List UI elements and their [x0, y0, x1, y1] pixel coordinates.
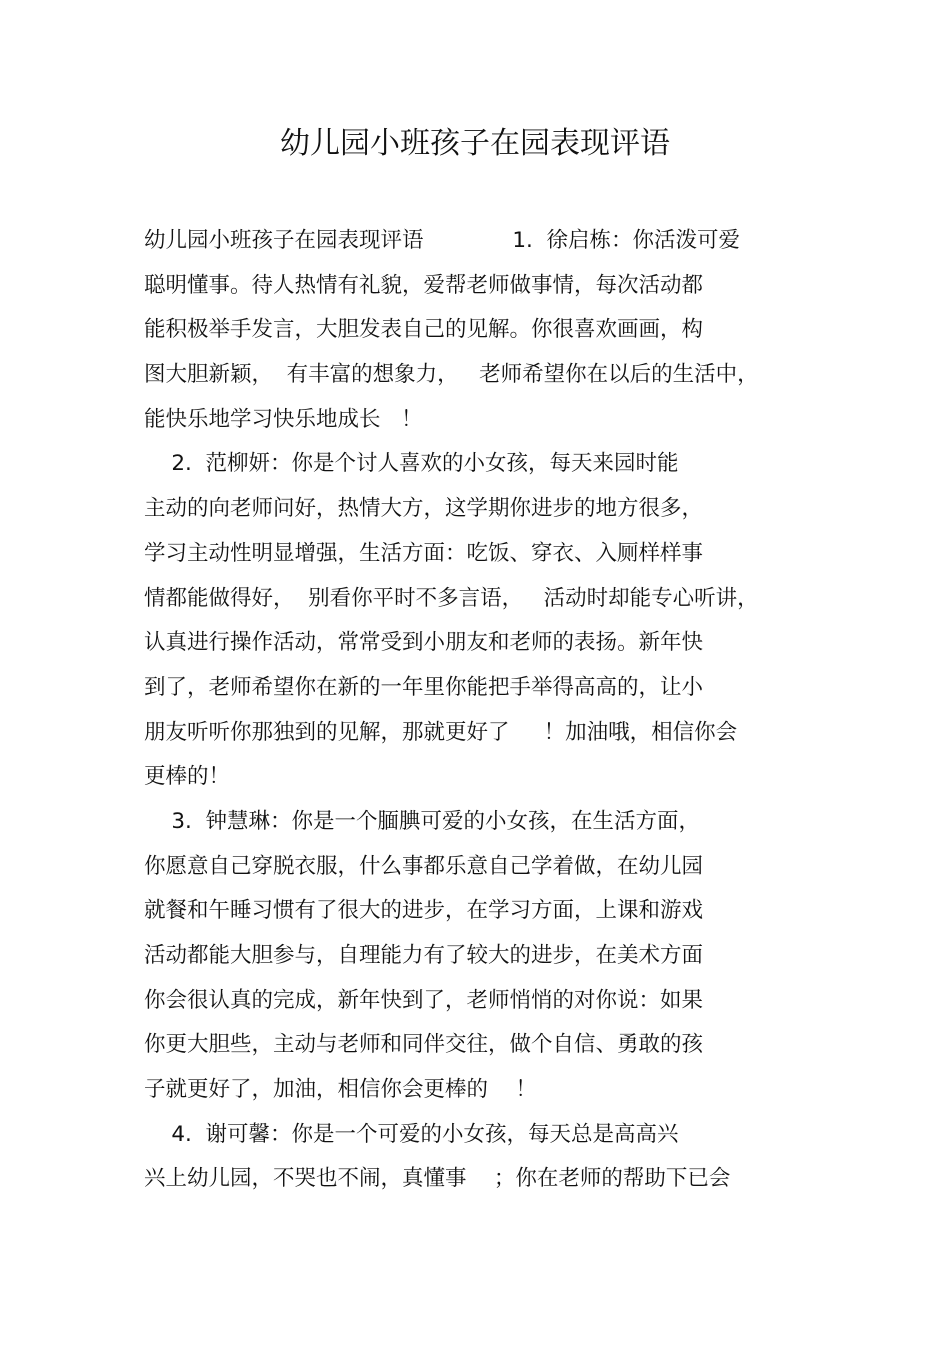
text-line: 4. 谢可馨：你是一个可爱的小女孩，每天总是高高兴: [144, 1121, 679, 1147]
text-line: 主动的向老师问好，热情大方，这学期你进步的地方很多，: [144, 496, 704, 522]
text-line: 图大胆新颖， 有丰富的想象力， 老师希望你在以后的生活中，: [144, 362, 759, 388]
document-body: [144, 219, 824, 1202]
text-line: 聪明懂事。待人热情有礼貌，爱帮老师做事情，每次活动都: [144, 272, 704, 298]
text-line: 认真进行操作活动，常常受到小朋友和老师的表扬。新年快: [144, 630, 704, 656]
text-line: 2. 范柳妍：你是个讨人喜欢的小女孩，每天来园时能: [144, 451, 679, 477]
text-line: 就餐和午睡习惯有了很大的进步，在学习方面，上课和游戏: [144, 898, 704, 924]
text-line: 能积极举手发言，大胆发表自己的见解。你很喜欢画画，构: [144, 317, 704, 343]
text-line: 到了，老师希望你在新的一年里你能把手举得高高的，让小: [144, 674, 704, 700]
text-line: 情都能做得好， 别看你平时不多言语， 活动时却能专心听讲，: [144, 585, 759, 611]
text-line: 你更大胆些，主动与老师和同伴交往，做个自信、勇敢的孩: [144, 1032, 704, 1058]
text-line: 更棒的！: [144, 764, 231, 790]
text-line: 幼儿园小班孩子在园表现评语 1. 徐启栋：你活泼可爱: [144, 228, 741, 253]
text-line: 你愿意自己穿脱衣服，什么事都乐意自己学着做，在幼儿园: [144, 853, 704, 879]
text-line: 活动都能大胆参与，自理能力有了较大的进步，在美术方面: [144, 943, 704, 968]
text-line: 你会很认真的完成，新年快到了，老师悄悄的对你说：如果: [144, 987, 704, 1013]
text-line: 3. 钟慧琳：你是一个腼腆可爱的小女孩，在生活方面，: [144, 808, 701, 834]
text-line: 子就更好了，加油，相信你会更棒的 ！: [144, 1077, 537, 1103]
text-line: 朋友听听你那独到的见解，那就更好了 ！加油哦，相信你会: [144, 719, 738, 745]
text-line: 能快乐地学习快乐地成长 ！: [144, 406, 423, 432]
page-title: 幼儿园小班孩子在园表现评语: [280, 126, 670, 161]
text-line: 学习主动性明显增强，生活方面：吃饭、穿衣、入厕样样事: [144, 540, 704, 566]
text-line: 兴上幼儿园，不哭也不闹，真懂事 ；你在老师的帮助下已会: [144, 1166, 731, 1192]
